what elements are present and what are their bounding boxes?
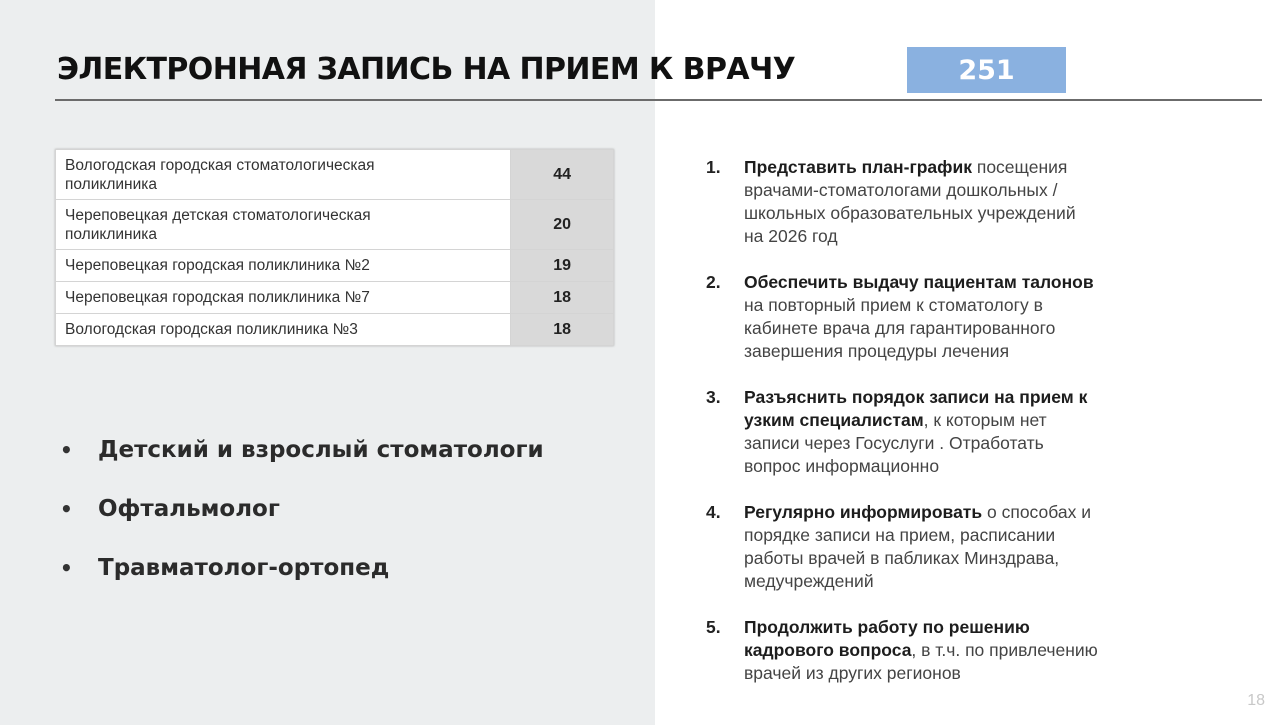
list-item xyxy=(58,432,544,491)
specialist-label: Травматолог-ортопед xyxy=(98,555,390,581)
clinic-value-cell: 19 xyxy=(511,250,614,282)
task-text: врачей из других регионов xyxy=(744,663,961,683)
clinic-name-cell xyxy=(56,314,511,346)
task-emphasis: Продолжить работу по решению xyxy=(744,617,1030,637)
bullet-icon: • xyxy=(60,497,73,521)
task-number: 2. xyxy=(706,272,721,292)
slide-header xyxy=(55,40,1262,101)
task-text: о способах и xyxy=(982,502,1091,522)
total-count-badge: 251 xyxy=(907,47,1066,93)
table-row xyxy=(56,150,614,200)
task-text: порядке записи на прием, расписании xyxy=(744,525,1056,545)
task-emphasis: Регулярно информировать xyxy=(744,502,983,522)
clinic-name-cell xyxy=(56,250,511,282)
table-row xyxy=(56,282,614,314)
task-item xyxy=(706,501,1176,616)
slide-title: ЭЛЕКТРОННАЯ ЗАПИСЬ НА ПРИЕМ К ВРАЧУ xyxy=(57,52,796,87)
task-number: 1. xyxy=(706,157,721,177)
clinic-value-cell: 18 xyxy=(511,314,614,346)
list-item xyxy=(58,550,544,609)
clinic-name-line: Череповецкая городская поликлиника №2 xyxy=(65,257,370,274)
task-emphasis: Обеспечить выдачу пациентам талонов xyxy=(744,272,1094,292)
task-item xyxy=(706,386,1176,501)
specialists-list xyxy=(58,432,544,609)
clinic-name-line: Череповецкая детская стоматологическая xyxy=(65,206,371,224)
table-row xyxy=(56,250,614,282)
task-text: , к которым нет xyxy=(923,410,1047,430)
task-number: 4. xyxy=(706,502,721,522)
task-text: , в т.ч. по привлечению xyxy=(911,640,1098,660)
task-text: медучреждений xyxy=(744,571,874,591)
task-text: записи через Госуслуги . Отработать xyxy=(744,433,1044,453)
task-text: вопрос информационно xyxy=(744,456,940,476)
clinic-name-line: поликлиника xyxy=(65,175,157,193)
task-text: работы врачей в пабликах Минздрава, xyxy=(744,548,1060,568)
clinic-value-cell: 44 xyxy=(511,150,614,200)
bullet-icon: • xyxy=(60,556,73,580)
clinic-name-line: поликлиника xyxy=(65,225,157,243)
task-text: на 2026 год xyxy=(744,226,838,246)
task-emphasis: Разъяснить порядок записи на прием к xyxy=(744,387,1088,407)
clinic-name-line: Череповецкая городская поликлиника №7 xyxy=(65,289,370,306)
task-emphasis: Представить план-график xyxy=(744,157,972,177)
task-emphasis: узким специалистам xyxy=(744,410,924,430)
clinics-table xyxy=(55,149,614,346)
specialist-label: Детский и взрослый стоматологи xyxy=(98,437,544,463)
task-number: 3. xyxy=(706,387,721,407)
clinic-value-cell: 20 xyxy=(511,200,614,250)
task-item xyxy=(706,616,1176,685)
task-text: кабинете врача для гарантированного xyxy=(744,318,1056,338)
task-text: посещения xyxy=(971,157,1068,177)
clinic-name-line: Вологодская городская поликлиника №3 xyxy=(65,321,358,338)
task-text: на повторный прием к стоматологу в xyxy=(744,295,1043,315)
task-text: врачами-стоматологами дошкольных / xyxy=(744,180,1058,200)
table-row xyxy=(56,200,614,250)
task-text: школьных образовательных учреждений xyxy=(744,203,1076,223)
clinic-name-cell xyxy=(56,282,511,314)
clinic-name-cell xyxy=(56,200,511,250)
list-item xyxy=(58,491,544,550)
task-emphasis: кадрового вопроса xyxy=(744,640,912,660)
tasks-list xyxy=(706,156,1176,685)
clinic-value-cell: 18 xyxy=(511,282,614,314)
specialist-label: Офтальмолог xyxy=(98,496,280,522)
clinic-name-cell xyxy=(56,150,511,200)
page-number: 18 xyxy=(1247,692,1265,709)
bullet-icon: • xyxy=(60,438,73,462)
task-text: завершения процедуры лечения xyxy=(744,341,1010,361)
task-item xyxy=(706,271,1176,386)
task-item xyxy=(706,156,1176,271)
table-row xyxy=(56,314,614,346)
clinic-name-line: Вологодская городская стоматологическая xyxy=(65,156,375,174)
task-number: 5. xyxy=(706,617,721,637)
